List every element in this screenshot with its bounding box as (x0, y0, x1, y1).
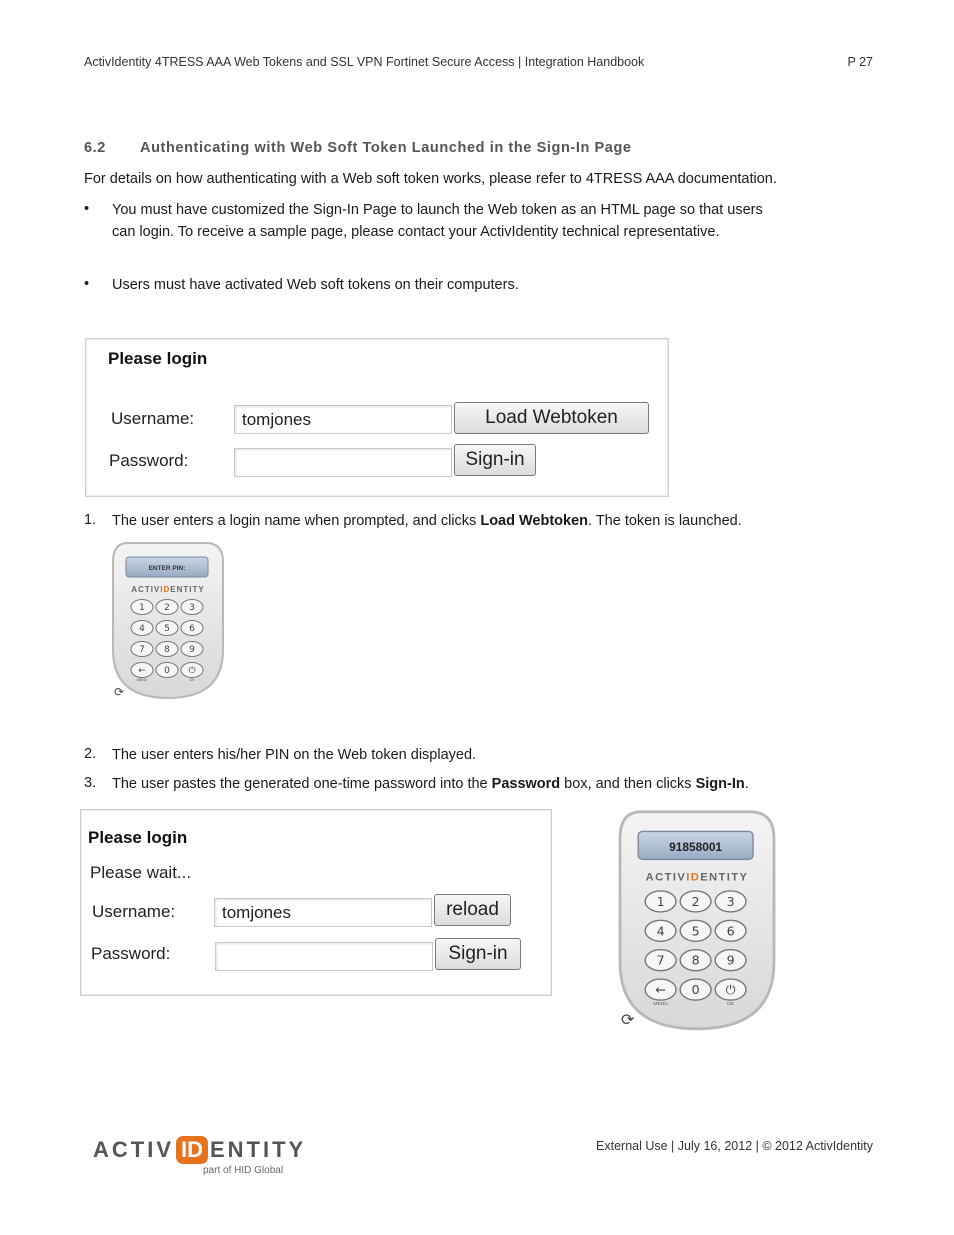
token-2-brand-b: ENTITY (700, 871, 749, 884)
signin-button[interactable]: Sign-in (435, 938, 521, 970)
token-key-label: 8 (691, 952, 700, 968)
step-2-text: The user enters his/her PIN on the Web token displayed. (112, 747, 477, 763)
login-panel-2 (80, 809, 552, 996)
token-key-label: 8 (164, 645, 170, 656)
token-key-5[interactable] (680, 920, 711, 941)
username-input[interactable]: tomjones (214, 898, 432, 927)
token-key-4[interactable] (131, 621, 153, 636)
step-3-post: . (744, 776, 749, 792)
step-3-bold-password: Password (491, 776, 561, 792)
token-key-label: 9 (726, 952, 735, 968)
section-intro: For details on how authenticating with a Web soft token works, please refer to 4TRESS AAA documentation. (84, 171, 777, 187)
token-key-label: ← (655, 982, 666, 998)
section-title: Authenticating with Web Soft Token Launched in the Sign-In Page (140, 140, 632, 156)
token-key-11[interactable] (156, 663, 178, 678)
token-1-display: ENTER PIN: (148, 565, 186, 572)
token-key-1[interactable] (645, 891, 676, 912)
token-key-7[interactable] (131, 642, 153, 657)
token-key-12[interactable] (715, 979, 746, 1000)
footer-logo (93, 1136, 306, 1176)
token-key-label: 3 (189, 603, 195, 614)
step-2-number: 2. (84, 746, 97, 762)
login-panel-1 (85, 338, 669, 497)
password-label: Password: (109, 451, 189, 470)
token-key-3[interactable] (715, 891, 746, 912)
bullet-dot: • (84, 201, 90, 217)
password-input[interactable] (234, 448, 452, 477)
token-1-brand-id: ID (160, 585, 171, 594)
step-3-pre: The user pastes the generated one-time password into the (112, 776, 492, 792)
step-3-number: 3. (84, 775, 97, 791)
token-1-brand (131, 585, 204, 594)
login-title: Please login (88, 828, 188, 847)
logo-wordmark (93, 1136, 306, 1164)
token-key-1[interactable] (131, 600, 153, 615)
web-token-device-2[interactable] (613, 805, 781, 1037)
token-2-brand (646, 871, 749, 883)
token-key-8[interactable] (156, 642, 178, 657)
token-key-label: 3 (726, 893, 735, 909)
step-3-mid: box, and then clicks (560, 776, 696, 792)
token-1-menu: MENU (136, 678, 148, 682)
step-1-number: 1. (84, 512, 97, 528)
step-3-bold-signin: Sign-In (695, 776, 745, 792)
refresh-icon[interactable]: ⟳ (114, 685, 125, 699)
logo-subtitle: part of HID Global (203, 1165, 284, 1176)
token-key-8[interactable] (680, 950, 711, 971)
please-wait-text: Please wait... (90, 863, 192, 882)
web-token-device-1[interactable] (108, 540, 228, 702)
token-key-10[interactable] (645, 979, 676, 1000)
bullet-dot: • (84, 276, 90, 292)
logo-entity: ENTITY (210, 1137, 307, 1162)
token-key-label: 1 (656, 893, 665, 909)
logo-id: ID (176, 1136, 208, 1164)
token-key-4[interactable] (645, 920, 676, 941)
token-key-label: 5 (164, 624, 170, 635)
step-3-text (112, 773, 872, 795)
password-label: Password: (91, 944, 171, 963)
logo-activ: ACTIV (93, 1137, 174, 1162)
step-1-text (112, 510, 792, 532)
token-key-label: 2 (164, 603, 170, 614)
token-key-label: 6 (189, 624, 195, 635)
bullet-2: Users must have activated Web soft tokens on their computers. (112, 277, 519, 293)
token-key-label: 9 (189, 645, 195, 656)
password-input[interactable] (215, 942, 433, 971)
token-key-9[interactable] (715, 950, 746, 971)
token-key-6[interactable] (181, 621, 203, 636)
token-key-9[interactable] (181, 642, 203, 657)
token-key-label: 0 (691, 982, 700, 998)
token-key-2[interactable] (156, 600, 178, 615)
token-key-label: 4 (139, 624, 145, 635)
login-title: Please login (108, 349, 208, 368)
token-key-2[interactable] (680, 891, 711, 912)
section-heading (84, 140, 632, 156)
token-key-label: 1 (139, 603, 145, 614)
token-key-12[interactable] (181, 663, 203, 678)
username-input[interactable]: tomjones (234, 405, 452, 434)
token-key-label: 0 (164, 666, 170, 677)
token-2-brand-a: ACTIV (645, 871, 687, 884)
token-2-display: 91858001 (669, 840, 723, 854)
step-1-pre: The user enters a login name when prompted, and clicks (112, 513, 481, 529)
token-key-label: 5 (691, 923, 700, 939)
section-number: 6.2 (84, 140, 106, 156)
bullet-1: You must have customized the Sign-In Page to launch the Web token as an HTML page so that users can login. To receive a sample page, please contact your ActivIdentity technical representative. (112, 202, 763, 240)
load-webtoken-button[interactable]: Load Webtoken (454, 402, 649, 434)
token-key-6[interactable] (715, 920, 746, 941)
token-key-label: 7 (656, 952, 665, 968)
token-key-7[interactable] (645, 950, 676, 971)
token-key-label: ← (138, 666, 146, 677)
token-key-3[interactable] (181, 600, 203, 615)
token-2-menu: MENU (653, 1002, 668, 1007)
signin-button[interactable]: Sign-in (454, 444, 536, 476)
token-key-11[interactable] (680, 979, 711, 1000)
username-label: Username: (92, 902, 176, 921)
token-key-label: 2 (691, 893, 700, 909)
token-key-label: ⏻ (725, 982, 736, 998)
refresh-icon[interactable]: ⟳ (621, 1012, 635, 1029)
token-1-brand-b: ENTITY (170, 585, 205, 594)
reload-button[interactable]: reload (434, 894, 511, 926)
token-key-label: ⏻ (188, 666, 196, 677)
token-1-ok: OK (189, 678, 195, 682)
token-2-ok: OK (727, 1002, 735, 1007)
token-key-10[interactable] (131, 663, 153, 678)
token-key-label: 4 (656, 923, 665, 939)
token-key-label: 6 (726, 923, 735, 939)
token-key-5[interactable] (156, 621, 178, 636)
page-number: P 27 (847, 55, 873, 69)
token-key-label: 7 (139, 645, 145, 656)
username-label: Username: (111, 409, 195, 428)
token-1-brand-a: ACTIV (131, 585, 161, 594)
step-1-bold: Load Webtoken (480, 513, 589, 529)
token-2-brand-id: ID (686, 871, 701, 884)
footer-text: External Use | July 16, 2012 | © 2012 ActivIdentity (596, 1139, 873, 1153)
step-1-post: . The token is launched. (588, 513, 742, 529)
header-title: ActivIdentity 4TRESS AAA Web Tokens and SSL VPN Fortinet Secure Access | Integration Handbook (84, 55, 645, 69)
